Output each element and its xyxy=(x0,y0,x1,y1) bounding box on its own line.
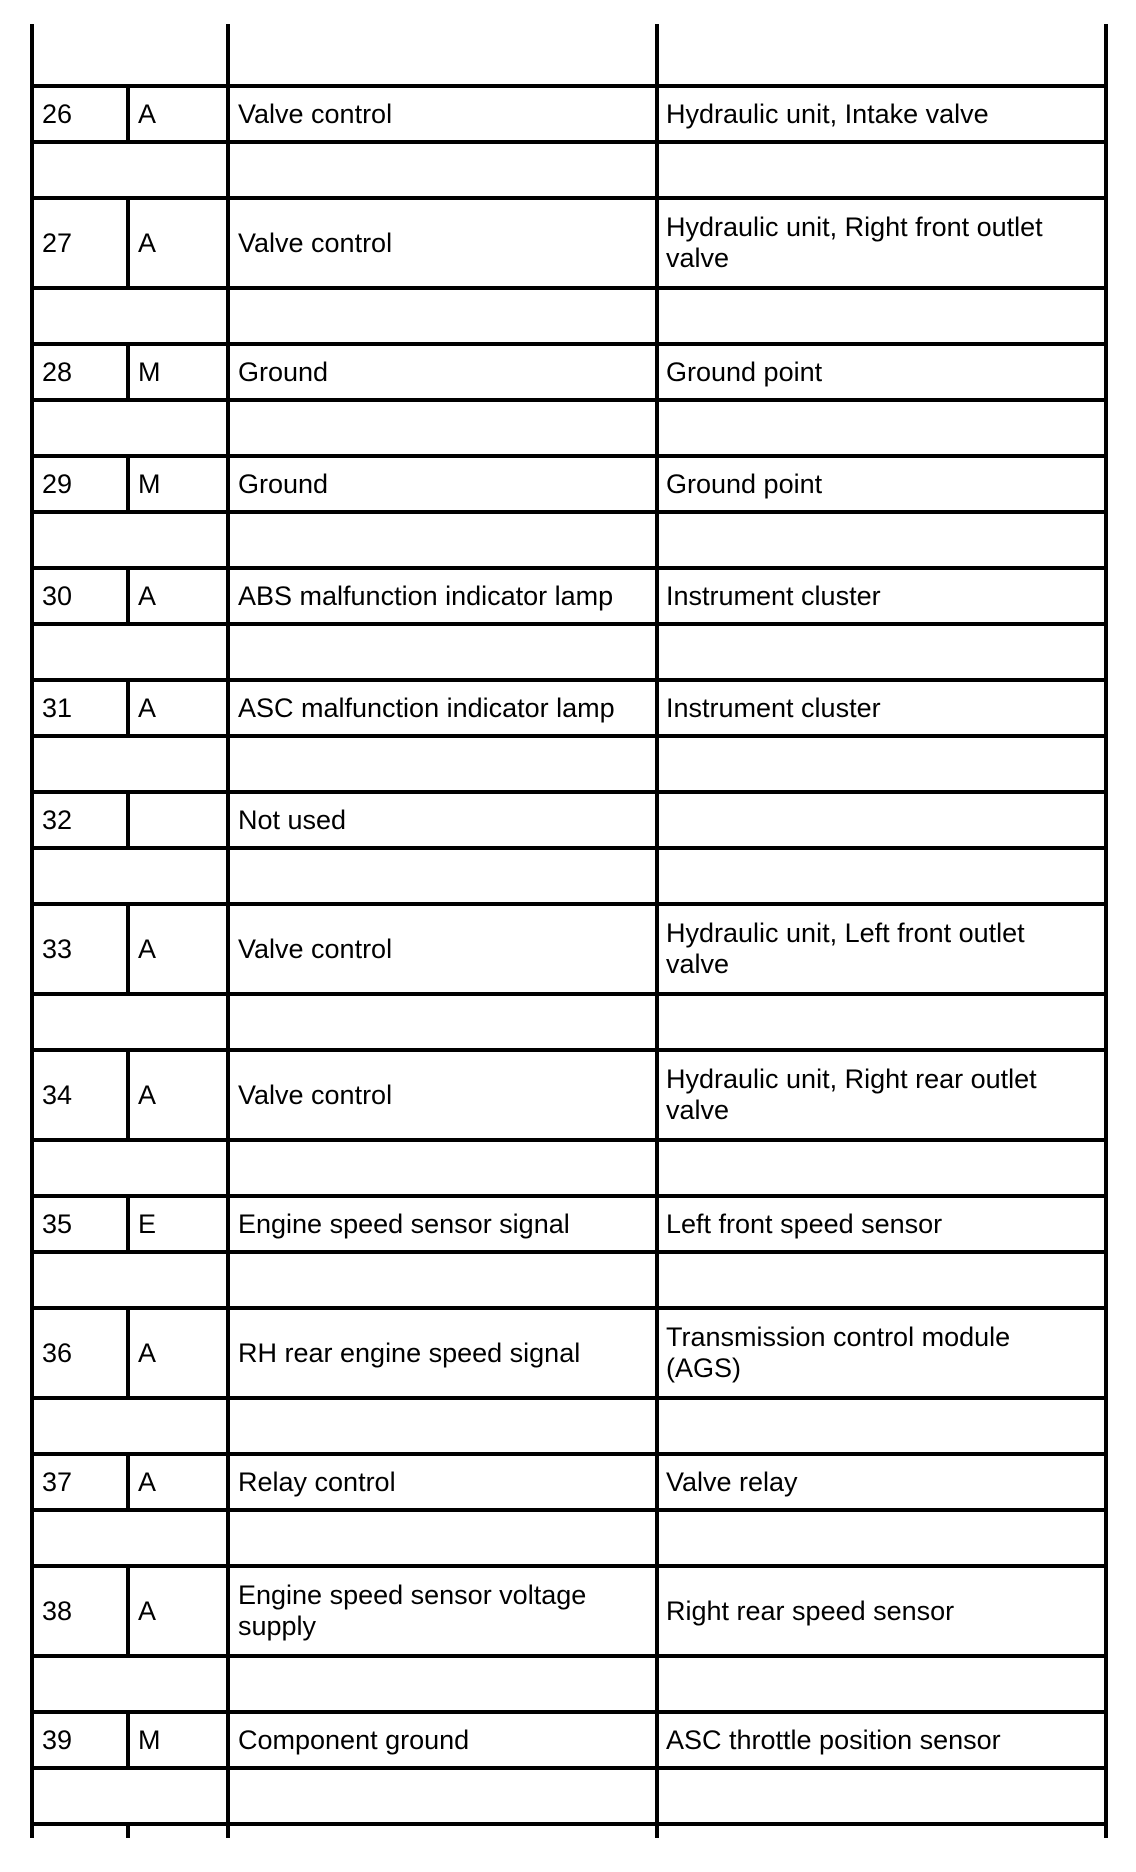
column-divider xyxy=(655,622,659,678)
row-divider xyxy=(30,1250,1108,1254)
table-border-bottom xyxy=(226,1822,230,1838)
connection-cell: Hydraulic unit, Left front outlet valve xyxy=(666,918,1025,979)
type-cell: A xyxy=(138,98,157,129)
column-divider xyxy=(226,1564,230,1654)
pin-cell: 29 xyxy=(42,468,73,499)
pin-cell: 34 xyxy=(42,1079,73,1110)
column-divider xyxy=(1104,622,1108,678)
column-divider xyxy=(655,1654,659,1710)
function-cell: Relay control xyxy=(238,1466,396,1497)
connection-cell: Hydraulic unit, Right rear outlet valve xyxy=(666,1064,1037,1125)
connection-cell: Ground point xyxy=(666,356,823,387)
table-border-top xyxy=(226,24,230,84)
column-divider xyxy=(226,1048,230,1138)
type-cell: A xyxy=(138,1466,157,1497)
column-divider xyxy=(30,1138,34,1194)
column-divider xyxy=(30,902,34,992)
column-divider xyxy=(655,846,659,902)
row-divider xyxy=(30,510,1108,514)
column-divider xyxy=(226,84,230,140)
column-divider xyxy=(226,1452,230,1508)
column-divider xyxy=(126,1048,130,1138)
column-divider xyxy=(126,1710,130,1766)
table-border-bottom xyxy=(1104,1822,1108,1838)
column-divider xyxy=(226,196,230,286)
type-cell: M xyxy=(138,468,161,499)
column-divider xyxy=(1104,342,1108,398)
column-divider xyxy=(226,1654,230,1710)
column-divider xyxy=(126,84,130,140)
column-divider xyxy=(1104,1766,1108,1822)
column-divider xyxy=(126,902,130,992)
column-divider xyxy=(655,1766,659,1822)
connection-cell: Instrument cluster xyxy=(666,580,881,611)
row-divider xyxy=(30,398,1108,402)
column-divider xyxy=(1104,678,1108,734)
function-cell: Valve control xyxy=(238,227,393,258)
type-cell: A xyxy=(138,227,157,258)
function-cell: Ground xyxy=(238,468,329,499)
row-divider xyxy=(30,846,1108,850)
row-divider xyxy=(30,1508,1108,1512)
column-divider xyxy=(1104,790,1108,846)
row-divider xyxy=(30,622,1108,626)
column-divider xyxy=(226,1138,230,1194)
column-divider xyxy=(30,1654,34,1710)
column-divider xyxy=(655,1508,659,1564)
column-divider xyxy=(126,566,130,622)
column-divider xyxy=(1104,140,1108,196)
type-cell: A xyxy=(138,933,157,964)
column-divider xyxy=(655,992,659,1048)
column-divider xyxy=(226,902,230,992)
pin-cell: 37 xyxy=(42,1466,73,1497)
row-divider xyxy=(30,1766,1108,1770)
row-divider xyxy=(30,286,1108,290)
connection-cell: Left front speed sensor xyxy=(666,1208,943,1239)
column-divider xyxy=(126,1452,130,1508)
connection-cell: Right rear speed sensor xyxy=(666,1595,955,1626)
column-divider xyxy=(226,734,230,790)
column-divider xyxy=(1104,398,1108,454)
column-divider xyxy=(30,196,34,286)
column-divider xyxy=(226,1250,230,1306)
column-divider xyxy=(226,566,230,622)
column-divider xyxy=(1104,196,1108,286)
column-divider xyxy=(30,790,34,846)
type-cell: M xyxy=(138,356,161,387)
column-divider xyxy=(226,1194,230,1250)
column-divider xyxy=(126,342,130,398)
column-divider xyxy=(1104,1306,1108,1396)
type-cell: M xyxy=(138,1724,161,1755)
column-divider xyxy=(226,992,230,1048)
column-divider xyxy=(655,734,659,790)
column-divider xyxy=(1104,1250,1108,1306)
function-cell: Valve control xyxy=(238,933,393,964)
function-cell: ABS malfunction indicator lamp xyxy=(238,580,614,611)
column-divider xyxy=(226,1710,230,1766)
row-divider xyxy=(30,1654,1108,1658)
column-divider xyxy=(1104,1396,1108,1452)
type-cell: A xyxy=(138,580,157,611)
function-cell: Valve control xyxy=(238,1079,393,1110)
column-divider xyxy=(1104,1508,1108,1564)
column-divider xyxy=(1104,1452,1108,1508)
connection-cell xyxy=(666,794,1096,846)
row-divider xyxy=(30,140,1108,144)
column-divider xyxy=(126,1194,130,1250)
column-divider xyxy=(226,398,230,454)
column-divider xyxy=(30,1194,34,1250)
pin-cell: 28 xyxy=(42,356,73,387)
row-divider xyxy=(30,1396,1108,1400)
connection-cell: Instrument cluster xyxy=(666,692,881,723)
column-divider xyxy=(1104,1654,1108,1710)
column-divider xyxy=(30,622,34,678)
table-border-top xyxy=(655,24,659,84)
column-divider xyxy=(30,846,34,902)
pin-cell: 32 xyxy=(42,804,73,835)
type-cell xyxy=(138,794,218,846)
column-divider xyxy=(1104,734,1108,790)
column-divider xyxy=(226,790,230,846)
table-border-bottom xyxy=(30,1822,34,1838)
type-cell: A xyxy=(138,1079,157,1110)
column-divider xyxy=(655,1396,659,1452)
row-divider xyxy=(30,992,1108,996)
column-divider xyxy=(226,1766,230,1822)
column-divider xyxy=(30,454,34,510)
column-divider xyxy=(30,566,34,622)
column-divider xyxy=(655,1250,659,1306)
column-divider xyxy=(126,790,130,846)
column-divider xyxy=(1104,846,1108,902)
pin-cell: 35 xyxy=(42,1208,73,1239)
table-border-bottom xyxy=(126,1822,130,1838)
column-divider xyxy=(30,734,34,790)
pin-cell: 27 xyxy=(42,227,73,258)
column-divider xyxy=(226,342,230,398)
connection-cell: ASC throttle position sensor xyxy=(666,1724,1001,1755)
column-divider xyxy=(226,1306,230,1396)
column-divider xyxy=(30,286,34,342)
column-divider xyxy=(30,84,34,140)
function-cell: Ground xyxy=(238,356,329,387)
column-divider xyxy=(30,678,34,734)
column-divider xyxy=(226,140,230,196)
function-cell: Not used xyxy=(238,804,347,835)
column-divider xyxy=(30,1452,34,1508)
connection-cell: Valve relay xyxy=(666,1466,798,1497)
column-divider xyxy=(655,398,659,454)
column-divider xyxy=(226,510,230,566)
connection-cell: Hydraulic unit, Intake valve xyxy=(666,98,989,129)
column-divider xyxy=(30,342,34,398)
table-border-top xyxy=(30,24,34,84)
column-divider xyxy=(30,1508,34,1564)
column-divider xyxy=(30,1306,34,1396)
column-divider xyxy=(1104,1194,1108,1250)
pin-cell: 38 xyxy=(42,1595,73,1626)
type-cell: A xyxy=(138,1595,157,1626)
row-divider xyxy=(30,1138,1108,1142)
column-divider xyxy=(226,678,230,734)
column-divider xyxy=(126,1306,130,1396)
column-divider xyxy=(1104,992,1108,1048)
function-cell: Engine speed sensor signal xyxy=(238,1208,570,1239)
table-border-top xyxy=(1104,24,1108,84)
column-divider xyxy=(30,398,34,454)
column-divider xyxy=(226,1508,230,1564)
type-cell: A xyxy=(138,1337,157,1368)
column-divider xyxy=(30,1250,34,1306)
connection-cell: Hydraulic unit, Right front outlet valve xyxy=(666,212,1043,273)
column-divider xyxy=(30,140,34,196)
column-divider xyxy=(126,678,130,734)
column-divider xyxy=(126,1564,130,1654)
column-divider xyxy=(126,196,130,286)
row-divider xyxy=(30,734,1108,738)
type-cell: E xyxy=(138,1208,157,1239)
column-divider xyxy=(30,1396,34,1452)
column-divider xyxy=(1104,286,1108,342)
column-divider xyxy=(226,454,230,510)
column-divider xyxy=(30,1710,34,1766)
column-divider xyxy=(1104,1048,1108,1138)
pin-cell: 39 xyxy=(42,1724,73,1755)
connection-cell: Ground point xyxy=(666,468,823,499)
column-divider xyxy=(655,286,659,342)
function-cell: Engine speed sensor voltage supply xyxy=(238,1580,587,1641)
column-divider xyxy=(655,140,659,196)
column-divider xyxy=(1104,902,1108,992)
table-border-bottom xyxy=(30,1822,1108,1826)
column-divider xyxy=(1104,510,1108,566)
pin-cell: 31 xyxy=(42,692,73,723)
column-divider xyxy=(30,510,34,566)
column-divider xyxy=(226,622,230,678)
column-divider xyxy=(1104,566,1108,622)
column-divider xyxy=(226,846,230,902)
column-divider xyxy=(655,1138,659,1194)
column-divider xyxy=(1104,454,1108,510)
column-divider xyxy=(655,510,659,566)
pin-cell: 26 xyxy=(42,98,73,129)
column-divider xyxy=(226,1396,230,1452)
pin-cell: 36 xyxy=(42,1337,73,1368)
column-divider xyxy=(226,286,230,342)
column-divider xyxy=(30,1048,34,1138)
column-divider xyxy=(1104,1564,1108,1654)
column-divider xyxy=(126,454,130,510)
function-cell: RH rear engine speed signal xyxy=(238,1337,581,1368)
column-divider xyxy=(1104,1138,1108,1194)
column-divider xyxy=(30,1564,34,1654)
table-border-bottom xyxy=(655,1822,659,1838)
column-divider xyxy=(30,992,34,1048)
pin-cell: 30 xyxy=(42,580,73,611)
pin-cell: 33 xyxy=(42,933,73,964)
column-divider xyxy=(1104,1710,1108,1766)
type-cell: A xyxy=(138,692,157,723)
column-divider xyxy=(1104,84,1108,140)
connection-cell: Transmission control module (AGS) xyxy=(666,1322,1011,1383)
function-cell: Valve control xyxy=(238,98,393,129)
function-cell: ASC malfunction indicator lamp xyxy=(238,692,615,723)
column-divider xyxy=(30,1766,34,1822)
function-cell: Component ground xyxy=(238,1724,470,1755)
